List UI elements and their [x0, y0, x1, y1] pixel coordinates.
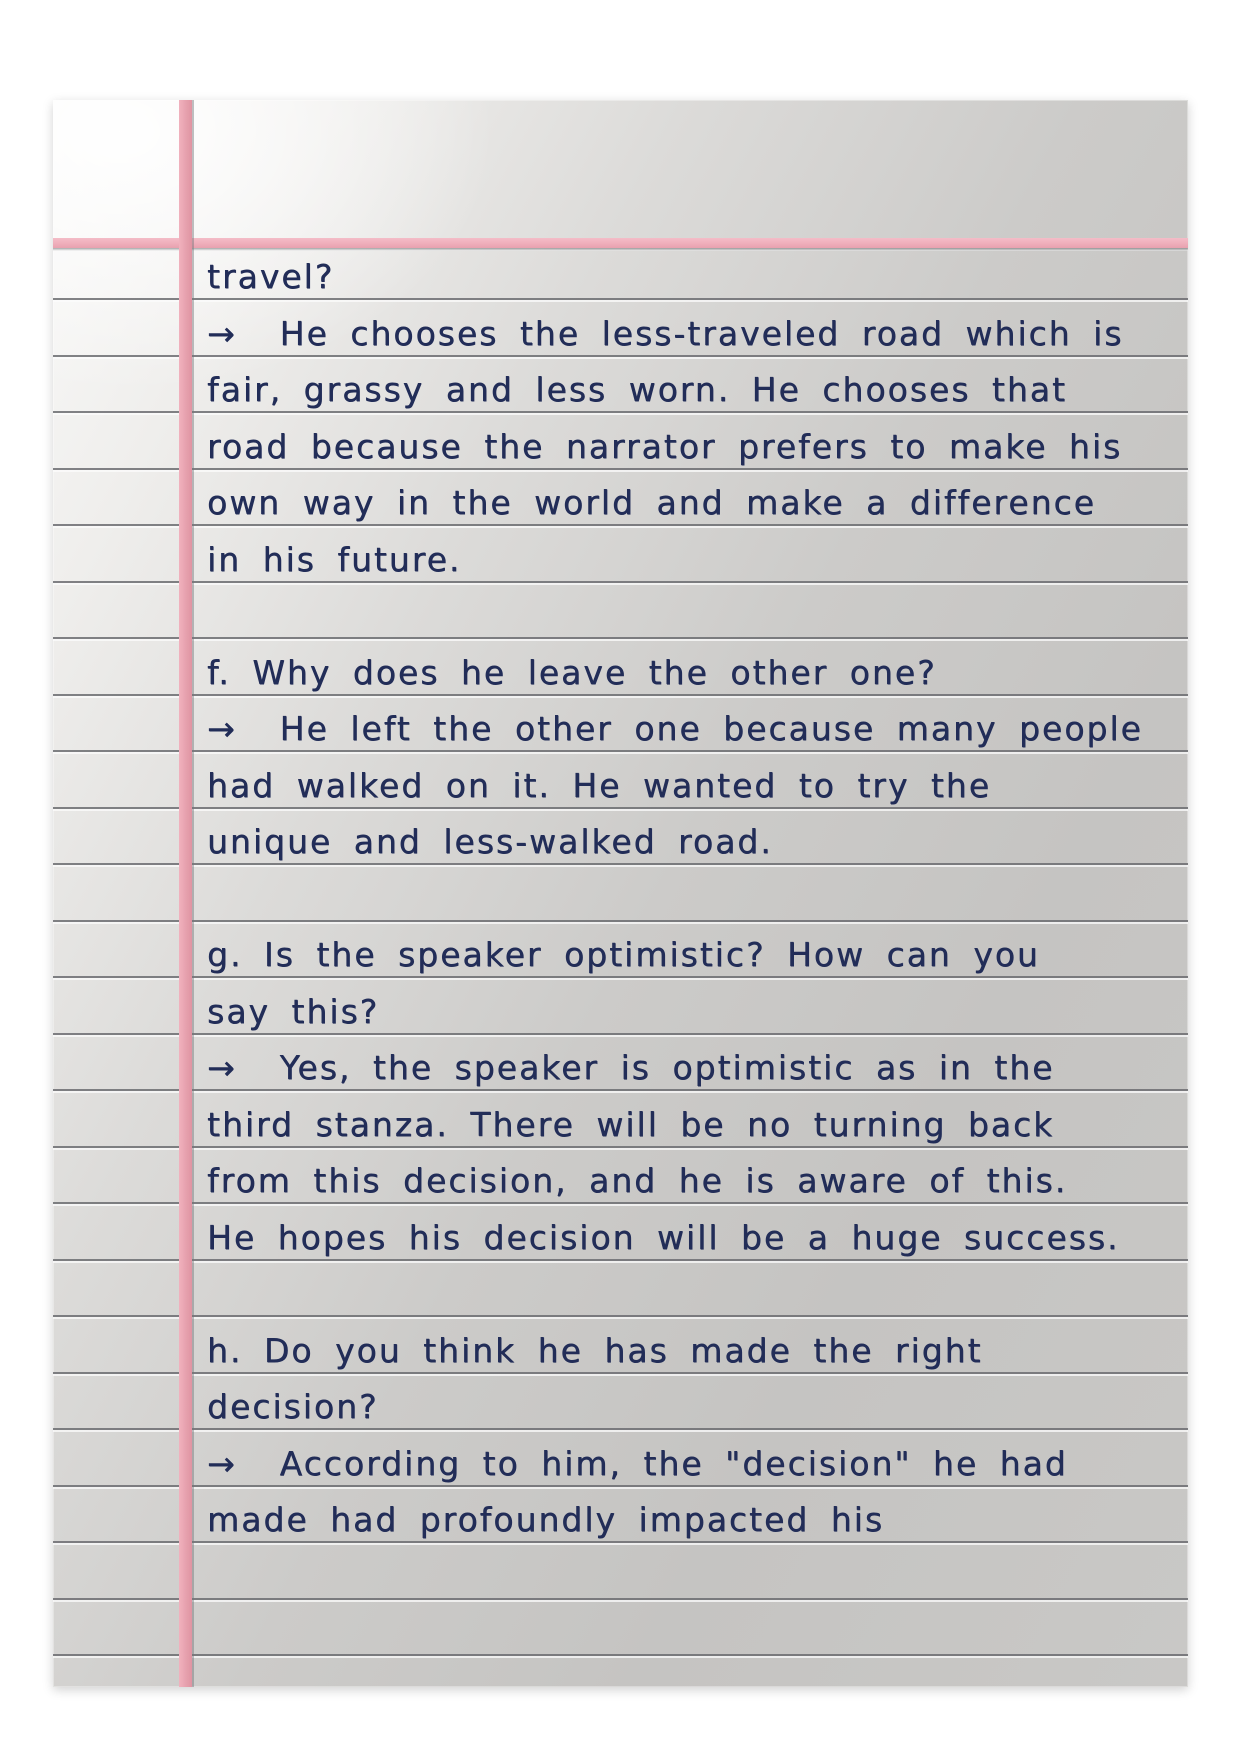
- handwritten-line: h. Do you think he has made the right: [207, 1330, 983, 1370]
- ruled-line: [53, 1654, 1188, 1659]
- handwritten-line: travel?: [207, 257, 335, 296]
- handwritten-line: decision?: [207, 1387, 379, 1426]
- handwritten-line: own way in the world and make a difference: [207, 483, 1096, 522]
- red-margin-line: [179, 100, 192, 1687]
- handwritten-line: → He left the other one because many people: [207, 709, 1143, 748]
- handwritten-line: → Yes, the speaker is optimistic as in the: [207, 1048, 1055, 1087]
- handwritten-line: say this?: [207, 991, 380, 1031]
- handwritten-line: road because the narrator prefers to make his: [207, 426, 1123, 466]
- ruled-line: [53, 1598, 1188, 1603]
- handwritten-line: → He chooses the less-traveled road which is: [207, 313, 1124, 353]
- notebook-paper: [53, 100, 1188, 1687]
- ruled-line: [53, 920, 1188, 925]
- ruled-line: [53, 637, 1188, 642]
- handwritten-line: unique and less-walked road.: [207, 822, 773, 861]
- handwritten-line: third stanza. There will be no turning back: [207, 1104, 1055, 1144]
- handwritten-line: g. Is the speaker optimistic? How can you: [207, 935, 1040, 974]
- handwritten-line: f. Why does he leave the other one?: [207, 652, 937, 692]
- handwritten-line: made had profoundly impacted his: [207, 1500, 885, 1539]
- handwritten-line: He hopes his decision will be a huge success.: [207, 1217, 1120, 1257]
- handwritten-line: in his future.: [207, 539, 462, 579]
- handwritten-line: from this decision, and he is aware of this.: [207, 1161, 1068, 1200]
- ruled-line: [53, 1315, 1188, 1320]
- handwritten-line: fair, grassy and less worn. He chooses that: [207, 370, 1067, 409]
- top-margin-line: [53, 238, 1188, 248]
- handwritten-line: had walked on it. He wanted to try the: [207, 765, 992, 805]
- handwritten-line: → According to him, the "decision" he had: [207, 1443, 1068, 1483]
